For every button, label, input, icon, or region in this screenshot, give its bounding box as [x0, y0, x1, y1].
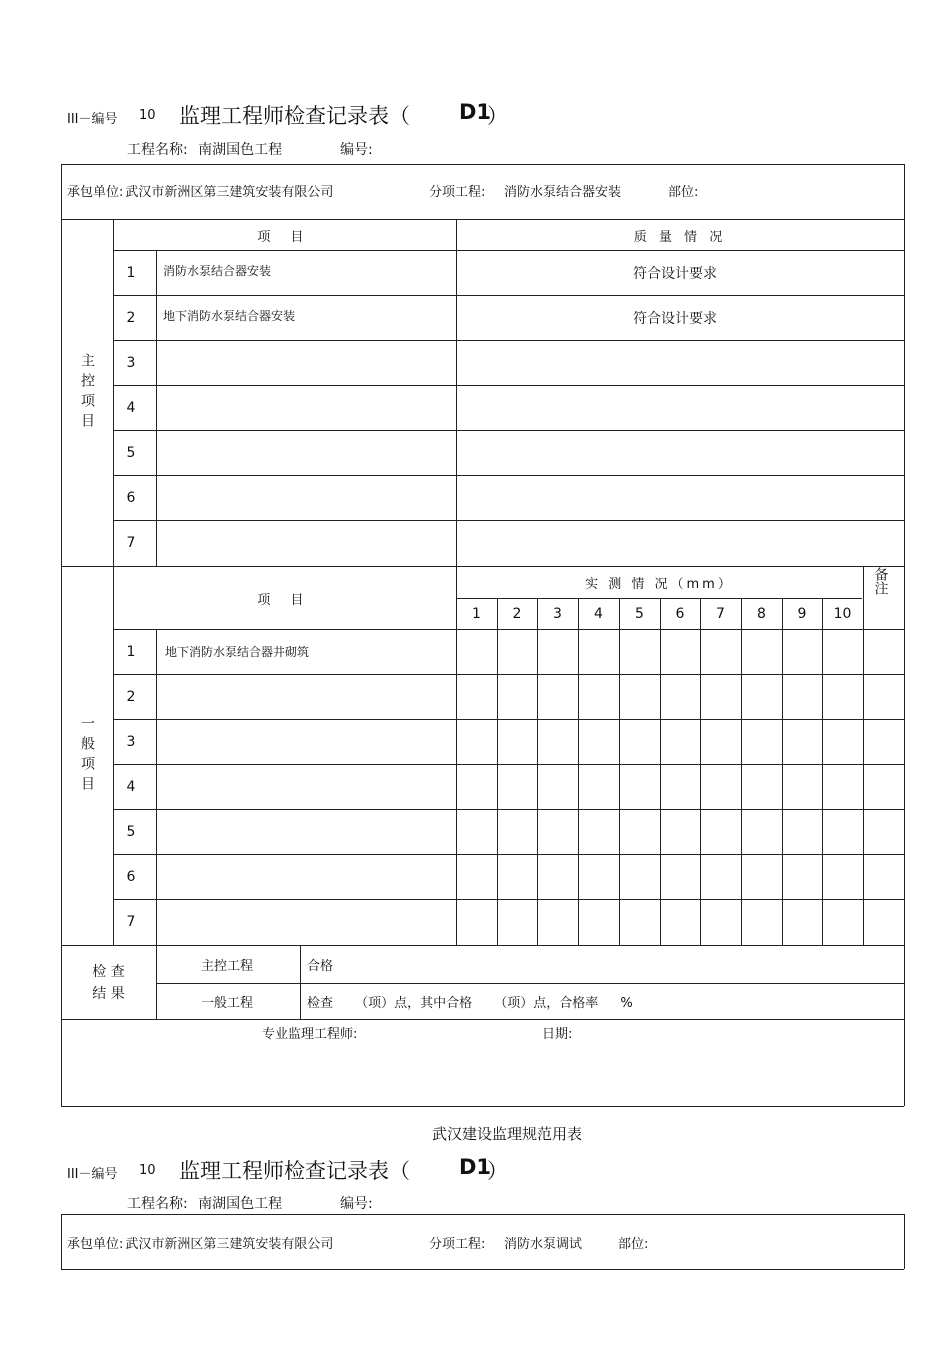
measure-col-header: 7 [716, 605, 725, 622]
form1-title: 监理工程师检查记录表（ [179, 104, 410, 128]
table-rule [61, 1214, 62, 1269]
engineer-label: 专业监理工程师: [262, 1026, 358, 1042]
table-rule [61, 164, 62, 1106]
table-rule [61, 566, 904, 567]
table-rule [61, 1214, 904, 1215]
main-row-item [163, 340, 453, 381]
measure-col-header: 10 [833, 605, 852, 622]
table-rule [300, 945, 301, 1019]
result-label [62, 946, 155, 1019]
form2-project-label: 工程名称: [127, 1196, 188, 1212]
remark-header [863, 566, 898, 596]
main-row-quality [457, 430, 893, 475]
main-row-item [163, 430, 453, 471]
table-rule [61, 219, 904, 220]
form1-subitem-label: 分项工程: [429, 184, 486, 200]
measure-col-header: 6 [675, 605, 685, 622]
table-rule [61, 1106, 904, 1107]
form2-title-close: ） [487, 1159, 508, 1183]
table-rule [61, 1019, 904, 1020]
general-row-item [165, 764, 455, 809]
general-row-item [165, 854, 455, 899]
main-row-quality: 符合设计要求 [633, 310, 717, 327]
result-main-value: 合格 [307, 958, 334, 974]
form1-subitem: 消防水泵结合器安装 [504, 184, 622, 200]
form1-contractor-row [67, 165, 887, 215]
result-label-1: 检 查 [92, 963, 125, 980]
table-rule [156, 250, 157, 566]
form2-project-name: 南湖国色工程 [198, 1196, 283, 1212]
table-rule [863, 566, 864, 945]
main-row-no: 3 [126, 354, 136, 371]
table-rule [497, 598, 498, 945]
remark-header-text: 备注 [872, 567, 889, 595]
general-row-no: 1 [126, 643, 136, 660]
main-row-no: 1 [126, 264, 136, 281]
form2-title-code: D1 [459, 1155, 492, 1179]
general-section-label [62, 567, 112, 944]
form1-title-close: ） [487, 104, 508, 128]
form2-contractor-row [67, 1216, 887, 1268]
measure-col-header: 5 [635, 605, 644, 622]
footer-note: 武汉建设监理规范用表 [432, 1125, 583, 1143]
general-section-text: 一般项目 [79, 715, 95, 796]
main-row-no: 5 [126, 444, 136, 461]
main-header-item: 项 目 [257, 229, 312, 245]
general-row-item [165, 809, 455, 854]
main-row-item [163, 475, 453, 516]
table-rule [537, 598, 538, 945]
form1-title-code: D1 [459, 100, 492, 124]
measure-col-header: 1 [472, 605, 481, 622]
form1-code-prefix: III－编号 [67, 112, 118, 127]
form1-number-label: 编号: [340, 142, 373, 158]
main-row-item [163, 385, 453, 426]
general-row-no: 7 [126, 914, 136, 930]
measure-col-header: 8 [757, 605, 766, 622]
general-row-no: 2 [126, 688, 136, 705]
general-row-item [165, 674, 455, 719]
form2-code-no: 10 [139, 1163, 156, 1178]
general-header-item: 项 目 [257, 592, 312, 608]
form1-project-label: 工程名称: [127, 142, 188, 158]
table-rule [61, 164, 904, 165]
general-row-item: 地下消防水泵结合器井砌筑 [165, 645, 310, 659]
result-label-2: 结 果 [92, 985, 125, 1002]
main-row-no: 4 [126, 399, 136, 416]
form1-position-label: 部位: [668, 184, 699, 200]
general-row-no: 5 [126, 823, 136, 840]
main-row-quality [457, 520, 893, 566]
main-row-quality [457, 475, 893, 520]
table-rule [700, 598, 701, 945]
form2-subitem-label: 分项工程: [429, 1236, 486, 1252]
form2-code-prefix: III－编号 [67, 1167, 118, 1182]
main-row-quality [457, 385, 893, 430]
table-rule [61, 1269, 904, 1270]
form1-contractor-label: 承包单位: [67, 184, 124, 200]
result-general-label: 一般工程 [200, 995, 253, 1011]
measure-col-header: 9 [797, 605, 807, 622]
form1-contractor: 武汉市新洲区第三建筑安装有限公司 [125, 184, 334, 200]
measure-col-header: 4 [594, 605, 603, 622]
main-row-item [163, 520, 453, 562]
form2-project-line [127, 1193, 373, 1213]
result-general-value: 检查 （项）点，其中合格 （项）点，合格率 % [307, 995, 633, 1011]
form1-project-name: 南湖国色工程 [198, 142, 283, 158]
main-header-quality: 质 量 情 况 [633, 229, 727, 245]
table-rule [156, 945, 157, 1019]
form2-subitem: 消防水泵调试 [504, 1236, 583, 1252]
main-row-no: 2 [126, 309, 136, 326]
result-main-label: 主控工程 [200, 958, 253, 974]
table-rule [156, 629, 157, 945]
main-row-no: 7 [126, 535, 136, 551]
form2-title: 监理工程师检查记录表（ [179, 1159, 410, 1183]
table-rule [741, 598, 742, 945]
main-row-no: 6 [126, 489, 136, 506]
table-rule [782, 598, 783, 945]
general-row-item [165, 719, 455, 764]
table-rule [578, 598, 579, 945]
measure-header: 实 测 情 况（mm） [585, 576, 734, 592]
table-rule [61, 945, 904, 946]
table-rule [660, 598, 661, 945]
form2-position-label: 部位: [618, 1236, 649, 1252]
main-row-item: 消防水泵结合器安装 [163, 264, 272, 278]
form2-contractor: 武汉市新洲区第三建筑安装有限公司 [125, 1236, 334, 1252]
general-row-no: 3 [126, 733, 136, 750]
general-row-no: 4 [126, 778, 136, 795]
measure-col-header: 3 [553, 605, 562, 622]
table-rule [156, 983, 904, 984]
form1-code-no: 10 [139, 108, 156, 123]
main-row-quality [457, 340, 893, 385]
main-row-quality: 符合设计要求 [633, 265, 717, 282]
main-row-item: 地下消防水泵结合器安装 [163, 309, 296, 323]
general-row-no: 6 [126, 868, 136, 885]
date-label: 日期: [542, 1026, 573, 1042]
table-rule [822, 598, 823, 945]
general-row-item [165, 899, 455, 945]
measure-col-header: 2 [512, 605, 522, 622]
table-rule [904, 164, 905, 1106]
table-rule [619, 598, 620, 945]
form2-number-label: 编号: [340, 1196, 373, 1212]
main-section-label [62, 221, 112, 565]
table-rule [904, 1214, 905, 1269]
form2-contractor-label: 承包单位: [67, 1236, 124, 1252]
main-section-text: 主控项目 [79, 353, 95, 433]
